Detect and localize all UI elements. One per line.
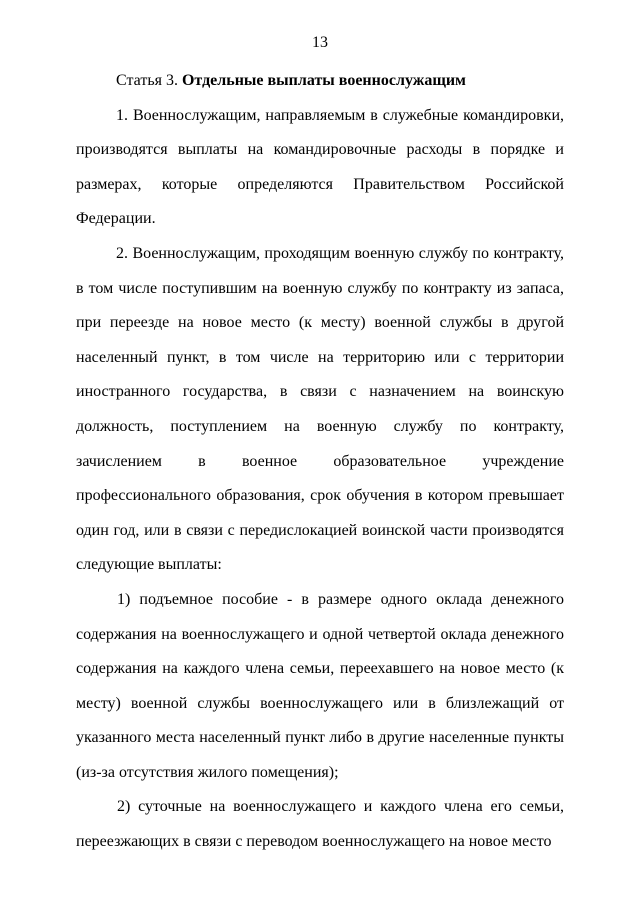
document-body bbox=[76, 64, 564, 860]
article-heading bbox=[76, 64, 564, 99]
paragraph-2: 2. Военнослужащим, проходящим военную службу по контракту, в том числе поступившим на военную службу по контракту из запаса, при переезде на новое место (к месту) военной службы в другой населенный пункт, в том числе на территорию или с территории иностранного государства, в связи с назначением на воинскую должность, поступлением на военную службу по контракту, зачислением в военное образовательное учреждение профессионального образования, срок обучения в котором превышает один год, или в связи с передислокацией воинской части производятся следующие выплаты: bbox=[76, 244, 564, 574]
article-title: Отдельные выплаты военнослужащим bbox=[181, 72, 466, 89]
list-item-1: 1) подъемное пособие - в размере одного оклада денежного содержания на военнослужащего и одной четвертой оклада денежного содержания на каждого члена семьи, переехавшего на новое место (к месту) военной службы военнослужащего или в близлежащий от указанного места населенный пункт либо в другие населенные пункты (из-за отсутствия жилого помещения); bbox=[76, 590, 564, 781]
article-label: Статья 3. bbox=[116, 72, 178, 89]
page-number: 13 bbox=[312, 34, 328, 51]
paragraph-1: 1. Военнослужащим, направляемым в служебные командировки, производятся выплаты на командировочные расходы в порядке и размерах, которые определяются Правительством Российской Федерации. bbox=[76, 106, 564, 228]
list-item-2: 2) суточные на военнослужащего и каждого члена его семьи, переезжающих в связи с переводом военнослужащего на новое место bbox=[76, 798, 564, 851]
